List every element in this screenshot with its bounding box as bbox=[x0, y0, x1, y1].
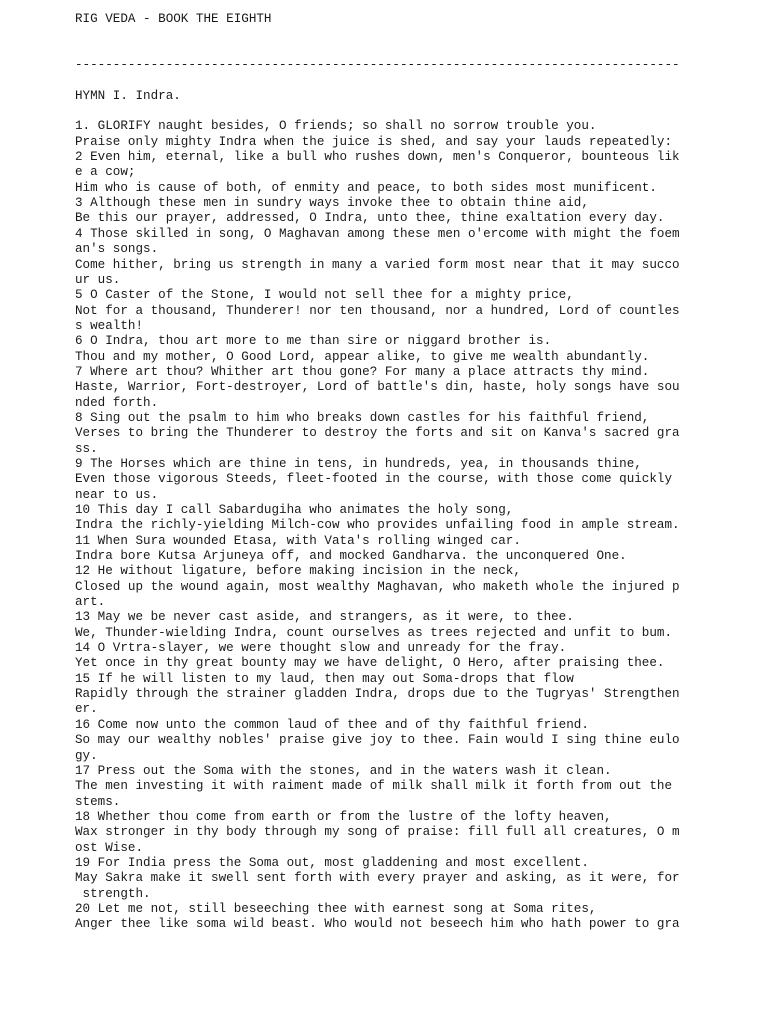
text-line: Yet once in thy great bounty may we have delight, O Hero, after praising thee. bbox=[75, 656, 665, 671]
text-line: 10 This day I call Sabardugiha who animates the holy song, bbox=[75, 503, 514, 517]
text-line: 20 Let me not, still beseeching thee with earnest song at Soma rites, bbox=[75, 901, 597, 916]
text-line: er. bbox=[75, 702, 98, 717]
text-line: Even those vigorous Steeds, fleet-footed in the course, with those come quickly bbox=[75, 472, 673, 487]
text-line: -------------------------------------------------------------------------------- bbox=[75, 58, 680, 73]
text-line: 4 Those skilled in song, O Maghavan among these men o'ercome with might the foem bbox=[75, 226, 680, 241]
text-line: Indra bore Kutsa Arjuneya off, and mocked Gandharva. the unconquered One. bbox=[75, 549, 627, 564]
text-line: Rapidly through the strainer gladden Indra, drops due to the Tugryas' Strengthen bbox=[75, 687, 680, 702]
text-line: an's songs. bbox=[75, 242, 159, 257]
text-line: ss. bbox=[75, 441, 98, 456]
text-line: 18 Whether thou come from earth or from the lustre of the lofty heaven, bbox=[75, 809, 612, 824]
text-line: art. bbox=[75, 595, 106, 610]
text-line: 11 When Sura wounded Etasa, with Vata's rolling winged car. bbox=[75, 533, 521, 548]
text-line: 12 He without ligature, before making incision in the neck, bbox=[75, 564, 521, 579]
text-line: stems. bbox=[75, 794, 121, 809]
text-line: 14 O Vrtra-slayer, we were thought slow and unready for the fray. bbox=[75, 641, 567, 656]
text-line: 6 O Indra, thou art more to me than sire or niggard brother is. bbox=[75, 334, 552, 349]
text-line: Him who is cause of both, of enmity and peace, to both sides most munificent. bbox=[75, 180, 657, 195]
text-line: 3 Although these men in sundry ways invoke thee to obtain thine aid, bbox=[75, 196, 589, 211]
text-line: May Sakra make it swell sent forth with every prayer and asking, as it were, for bbox=[75, 871, 680, 886]
text-line: 5 O Caster of the Stone, I would not sell thee for a mighty price, bbox=[75, 288, 574, 303]
text-line bbox=[75, 73, 755, 88]
text-line: Come hither, bring us strength in many a varied form most near that it may succo bbox=[75, 257, 680, 272]
text-line bbox=[75, 43, 755, 58]
text-line: e a cow; bbox=[75, 165, 136, 180]
text-line: Verses to bring the Thunderer to destroy the forts and sit on Kanva's sacred gra bbox=[75, 426, 680, 441]
text-line: HYMN I. Indra. bbox=[75, 88, 181, 103]
text-line: s wealth! bbox=[75, 318, 144, 333]
text-line: Not for a thousand, Thunderer! nor ten thousand, nor a hundred, Lord of countles bbox=[75, 303, 680, 318]
text-line bbox=[75, 27, 755, 42]
text-line: Wax stronger in thy body through my song of praise: fill full all creatures, O m bbox=[75, 825, 680, 840]
text-line: ur us. bbox=[75, 272, 121, 287]
text-line: Praise only mighty Indra when the juice is shed, and say your lauds repeatedly: bbox=[75, 134, 673, 149]
text-line bbox=[75, 104, 755, 119]
text-line: 8 Sing out the psalm to him who breaks down castles for his faithful friend, bbox=[75, 410, 650, 425]
text-line: 13 May we be never cast aside, and strangers, as it were, to thee. bbox=[75, 610, 574, 625]
text-line: So may our wealthy nobles' praise give joy to thee. Fain would I sing thine eulo bbox=[75, 733, 680, 748]
text-line: nded forth. bbox=[75, 395, 159, 410]
text-line: Closed up the wound again, most wealthy Maghavan, who maketh whole the injured p bbox=[75, 579, 680, 594]
text-line: The men investing it with raiment made of milk shall milk it forth from out the bbox=[75, 779, 673, 794]
text-line: gy. bbox=[75, 748, 98, 763]
document-text bbox=[75, 12, 755, 933]
text-line: Haste, Warrior, Fort-destroyer, Lord of battle's din, haste, holy songs have sou bbox=[75, 380, 680, 395]
text-line: ost Wise. bbox=[75, 840, 144, 855]
text-line: 16 Come now unto the common laud of thee and of thy faithful friend. bbox=[75, 717, 589, 732]
text-line: 19 For India press the Soma out, most gladdening and most excellent. bbox=[75, 855, 589, 870]
text-line: near to us. bbox=[75, 487, 159, 502]
text-line: We, Thunder-wielding Indra, count ourselves as trees rejected and unfit to bum. bbox=[75, 625, 673, 640]
text-line: RIG VEDA - BOOK THE EIGHTH bbox=[75, 12, 272, 26]
text-line: 2 Even him, eternal, like a bull who rushes down, men's Conqueror, bounteous lik bbox=[75, 150, 680, 165]
text-line: Thou and my mother, O Good Lord, appear alike, to give me wealth abundantly. bbox=[75, 349, 650, 364]
text-line: Anger thee like soma wild beast. Who would not beseech him who hath power to gra bbox=[75, 917, 680, 932]
text-line: 15 If he will listen to my laud, then may out Soma-drops that flow bbox=[75, 671, 574, 686]
text-line: Indra the richly-yielding Milch-cow who provides unfailing food in ample stream. bbox=[75, 518, 680, 533]
text-line: 9 The Horses which are thine in tens, in hundreds, yea, in thousands thine, bbox=[75, 456, 642, 471]
text-line: Be this our prayer, addressed, O Indra, unto thee, thine exaltation every day. bbox=[75, 211, 665, 226]
text-line: 1. GLORIFY naught besides, O friends; so shall no sorrow trouble you. bbox=[75, 119, 597, 134]
text-line: 17 Press out the Soma with the stones, and in the waters wash it clean. bbox=[75, 763, 612, 778]
text-line: strength. bbox=[75, 886, 151, 901]
text-line: 7 Where art thou? Whither art thou gone? For many a place attracts thy mind. bbox=[75, 364, 650, 379]
